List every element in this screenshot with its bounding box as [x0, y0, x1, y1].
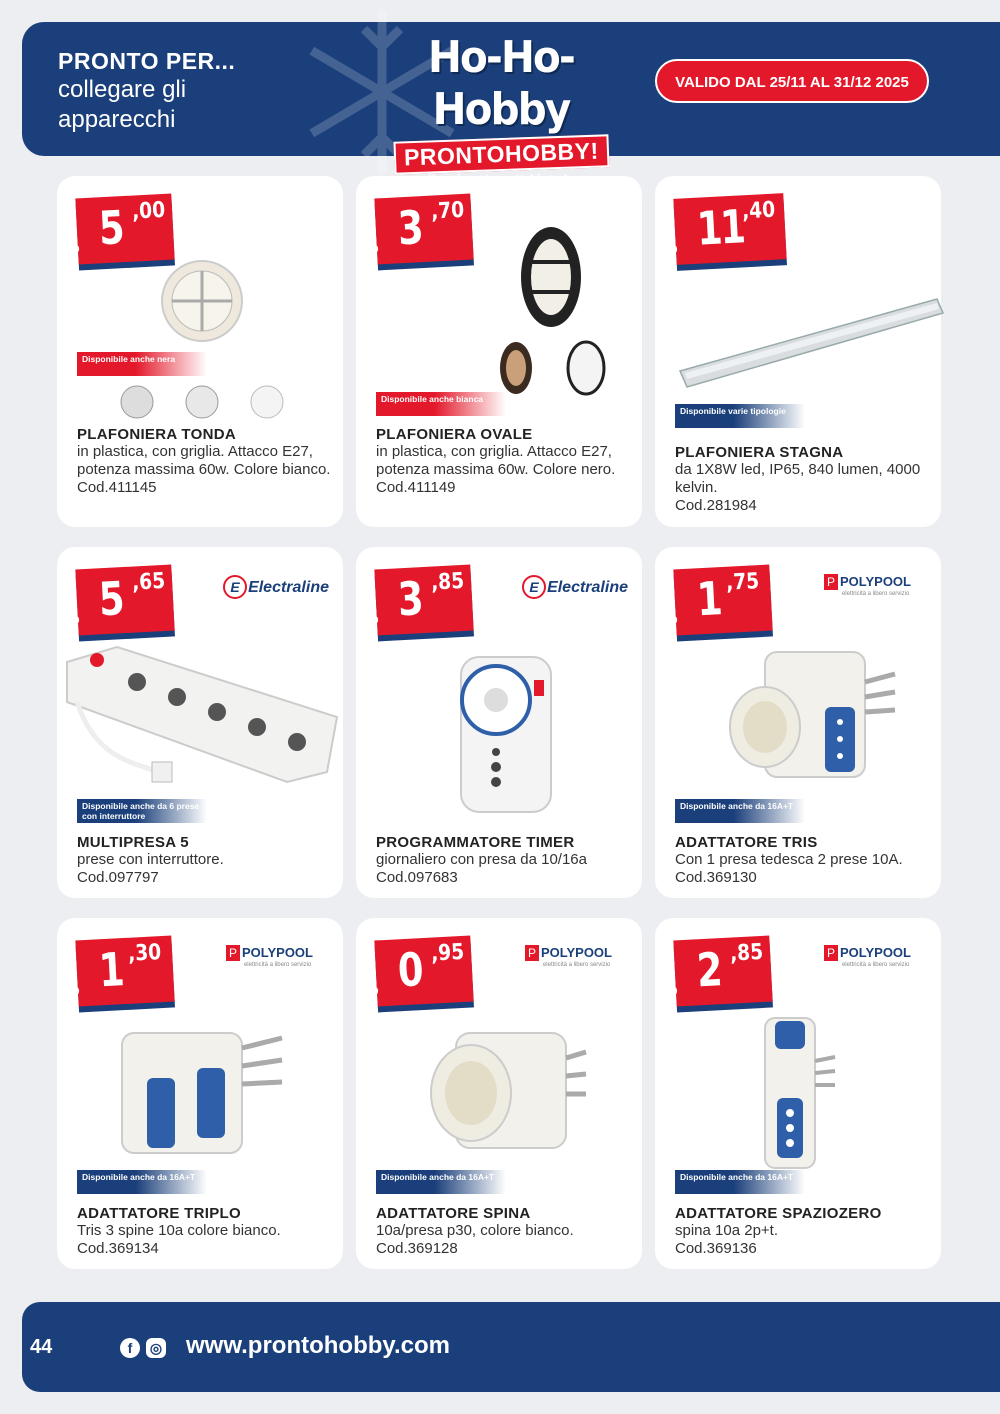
- product-card-adattatore-triplo[interactable]: [57, 918, 343, 1269]
- price-decimal: ,30: [127, 940, 162, 967]
- price-integer: 1: [695, 571, 722, 627]
- page-header: [22, 22, 1000, 171]
- product-description: in plastica, con griglia. Attacco E27, potenza massima 60w. Colore nero.: [376, 443, 616, 478]
- page-footer: [22, 1302, 1000, 1392]
- logo-brand: PRONTOHOBBY!: [393, 134, 609, 174]
- price-decimal: ,65: [131, 568, 166, 596]
- product-info: [77, 1205, 333, 1257]
- availability-badge: Disponibile anche da 6 prese con interruttore: [77, 799, 207, 823]
- currency-symbol: €: [361, 986, 383, 998]
- price-integer: 5: [97, 571, 124, 627]
- price-integer: 0: [396, 942, 423, 998]
- product-card-multipresa[interactable]: [57, 547, 343, 898]
- product-code: Cod.097683: [376, 869, 458, 886]
- price-tag: [62, 936, 174, 1007]
- price-tag: [62, 565, 174, 636]
- brand-logo-polypool: [824, 573, 911, 597]
- brand-name: POLYPOOL: [241, 945, 313, 960]
- product-code: Cod.411149: [376, 479, 456, 496]
- availability-badge: Disponibile anche nera: [77, 352, 207, 376]
- brand-logo-electraline: [522, 575, 628, 599]
- price-decimal: ,40: [741, 197, 776, 225]
- price-tag: [660, 936, 772, 1007]
- availability-badge: Disponibile anche da 16A+T: [675, 799, 805, 823]
- brand-name: Electraline: [248, 579, 329, 596]
- product-name: ADATTATORE TRIS: [675, 834, 818, 851]
- product-name: PROGRAMMATORE TIMER: [376, 834, 575, 851]
- price-integer: 3: [396, 571, 423, 627]
- product-name: ADATTATORE TRIPLO: [77, 1205, 241, 1222]
- product-info: [675, 834, 931, 886]
- facebook-icon[interactable]: f: [120, 1338, 140, 1358]
- brand-name: POLYPOOL: [839, 574, 911, 589]
- instagram-icon[interactable]: ◎: [146, 1338, 166, 1358]
- product-card-programmatore-timer[interactable]: [356, 547, 642, 898]
- availability-badge: Disponibile anche da 16A+T: [376, 1170, 506, 1194]
- round-ceiling-light-image: [157, 256, 247, 346]
- product-info: [376, 1205, 632, 1257]
- product-card-plafoniera-ovale[interactable]: [356, 176, 642, 527]
- waterproof-tube-light-image: [675, 291, 945, 391]
- product-name: ADATTATORE SPAZIOZERO: [675, 1205, 882, 1222]
- flyer-logo: [370, 32, 632, 171]
- product-code: Cod.369136: [675, 1240, 757, 1257]
- availability-badge: Disponibile anche da 16A+T: [77, 1170, 207, 1194]
- oval-light-variants-image: [496, 338, 616, 398]
- currency-symbol: €: [660, 986, 682, 998]
- price-tag: [660, 565, 772, 636]
- page-number: 44: [30, 1336, 53, 1358]
- adapter-spina-image: [426, 1028, 596, 1158]
- currency-symbol: €: [62, 244, 84, 256]
- product-code: Cod.369134: [77, 1240, 159, 1257]
- product-name: PLAFONIERA OVALE: [376, 426, 533, 443]
- brand-tagline: elettricità a libero servizio: [841, 591, 910, 597]
- brand-name: POLYPOOL: [839, 945, 911, 960]
- price-tag: [660, 193, 786, 265]
- price-decimal: ,85: [729, 939, 764, 967]
- product-info: [675, 444, 931, 514]
- product-description: 10a/presa p30, colore bianco.: [376, 1222, 574, 1239]
- price-integer: 3: [396, 200, 423, 256]
- electraline-icon: E: [522, 575, 546, 599]
- product-name: PLAFONIERA TONDA: [77, 426, 236, 443]
- availability-badge: Disponibile anche da 16A+T: [675, 1170, 805, 1194]
- product-description: da 1X8W led, IP65, 840 lumen, 4000 kelvin.: [675, 461, 921, 496]
- product-card-adattatore-spina[interactable]: [356, 918, 642, 1269]
- currency-symbol: €: [361, 244, 383, 256]
- price-tag: [361, 936, 473, 1007]
- product-info: [77, 426, 333, 496]
- price-integer: 2: [695, 942, 722, 998]
- availability-badge: Disponibile varie tipologie: [675, 404, 805, 428]
- brand-logo-electraline: [223, 575, 329, 599]
- adapter-triplo-image: [117, 1018, 297, 1163]
- brand-tagline: elettricità a libero servizio: [542, 962, 611, 968]
- price-tag: [62, 194, 174, 265]
- product-info: [376, 834, 632, 886]
- brand-logo-polypool: [525, 944, 612, 968]
- price-decimal: ,70: [430, 197, 465, 225]
- price-integer: 1: [97, 942, 124, 998]
- product-card-plafoniera-tonda[interactable]: [57, 176, 343, 527]
- availability-badge: Disponibile anche bianca: [376, 392, 506, 416]
- social-links: [120, 1338, 172, 1358]
- oval-ceiling-light-image: [516, 222, 586, 332]
- product-name: MULTIPRESA 5: [77, 834, 189, 851]
- product-code: Cod.369128: [376, 1240, 458, 1257]
- logo-title: Ho-Ho-Hobby: [428, 32, 574, 135]
- product-name: PLAFONIERA STAGNA: [675, 444, 844, 461]
- brand-name: POLYPOOL: [540, 945, 612, 960]
- product-name: ADATTATORE SPINA: [376, 1205, 531, 1222]
- currency-symbol: €: [660, 244, 682, 256]
- polypool-icon: P: [824, 945, 838, 961]
- price-decimal: ,85: [430, 568, 465, 596]
- product-card-adattatore-spaziozero[interactable]: [655, 918, 941, 1269]
- price-decimal: ,95: [430, 939, 465, 967]
- header-line-1: PRONTO PER...: [58, 48, 236, 74]
- price-decimal: ,75: [725, 569, 760, 596]
- polypool-icon: P: [824, 574, 838, 590]
- product-info: [376, 426, 632, 496]
- product-code: Cod.369130: [675, 869, 757, 886]
- electraline-icon: E: [223, 575, 247, 599]
- product-card-plafoniera-stagna[interactable]: [655, 176, 941, 527]
- product-code: Cod.411145: [77, 479, 157, 496]
- price-decimal: ,00: [131, 197, 166, 225]
- product-description: Con 1 presa tedesca 2 prese 10A.: [675, 851, 903, 868]
- header-line-2: collegare gli: [58, 76, 187, 103]
- adapter-tris-image: [725, 642, 905, 787]
- product-description: prese con interruttore.: [77, 851, 224, 868]
- polypool-icon: P: [525, 945, 539, 961]
- price-integer: 5: [97, 200, 124, 256]
- product-description: spina 10a 2p+t.: [675, 1222, 779, 1239]
- price-tag: [361, 194, 473, 265]
- currency-symbol: €: [660, 615, 682, 627]
- currency-symbol: €: [62, 986, 84, 998]
- product-description: giornaliero con presa da 10/16a: [376, 851, 587, 868]
- validity-badge: VALIDO DAL 25/11 AL 31/12 2025: [655, 59, 929, 103]
- color-variants-image: [117, 382, 287, 422]
- product-description: in plastica, con griglia. Attacco E27, potenza massima 60w. Colore bianco.: [77, 443, 331, 478]
- product-info: [675, 1205, 931, 1257]
- brand-logo-polypool: [824, 944, 911, 968]
- timer-plug-image: [456, 652, 556, 817]
- header-line-3: apparecchi: [58, 106, 176, 133]
- website-link[interactable]: www.prontohobby.com: [186, 1332, 450, 1359]
- currency-symbol: €: [62, 615, 84, 627]
- product-card-adattatore-tris[interactable]: [655, 547, 941, 898]
- product-info: [77, 834, 333, 886]
- brand-name: Electraline: [547, 579, 628, 596]
- adapter-spaziozero-image: [755, 1013, 845, 1173]
- product-code: Cod.097797: [77, 869, 159, 886]
- currency-symbol: €: [361, 615, 383, 627]
- product-description: Tris 3 spine 10a colore bianco.: [77, 1222, 281, 1239]
- brand-tagline: elettricità a libero servizio: [841, 962, 910, 968]
- brand-logo-polypool: [226, 944, 313, 968]
- price-tag: [361, 565, 473, 636]
- product-code: Cod.281984: [675, 497, 757, 514]
- price-integer: 11: [695, 199, 745, 256]
- power-strip-image: [57, 642, 343, 802]
- brand-tagline: elettricità a libero servizio: [243, 962, 312, 968]
- header-title: [58, 48, 235, 135]
- polypool-icon: P: [226, 945, 240, 961]
